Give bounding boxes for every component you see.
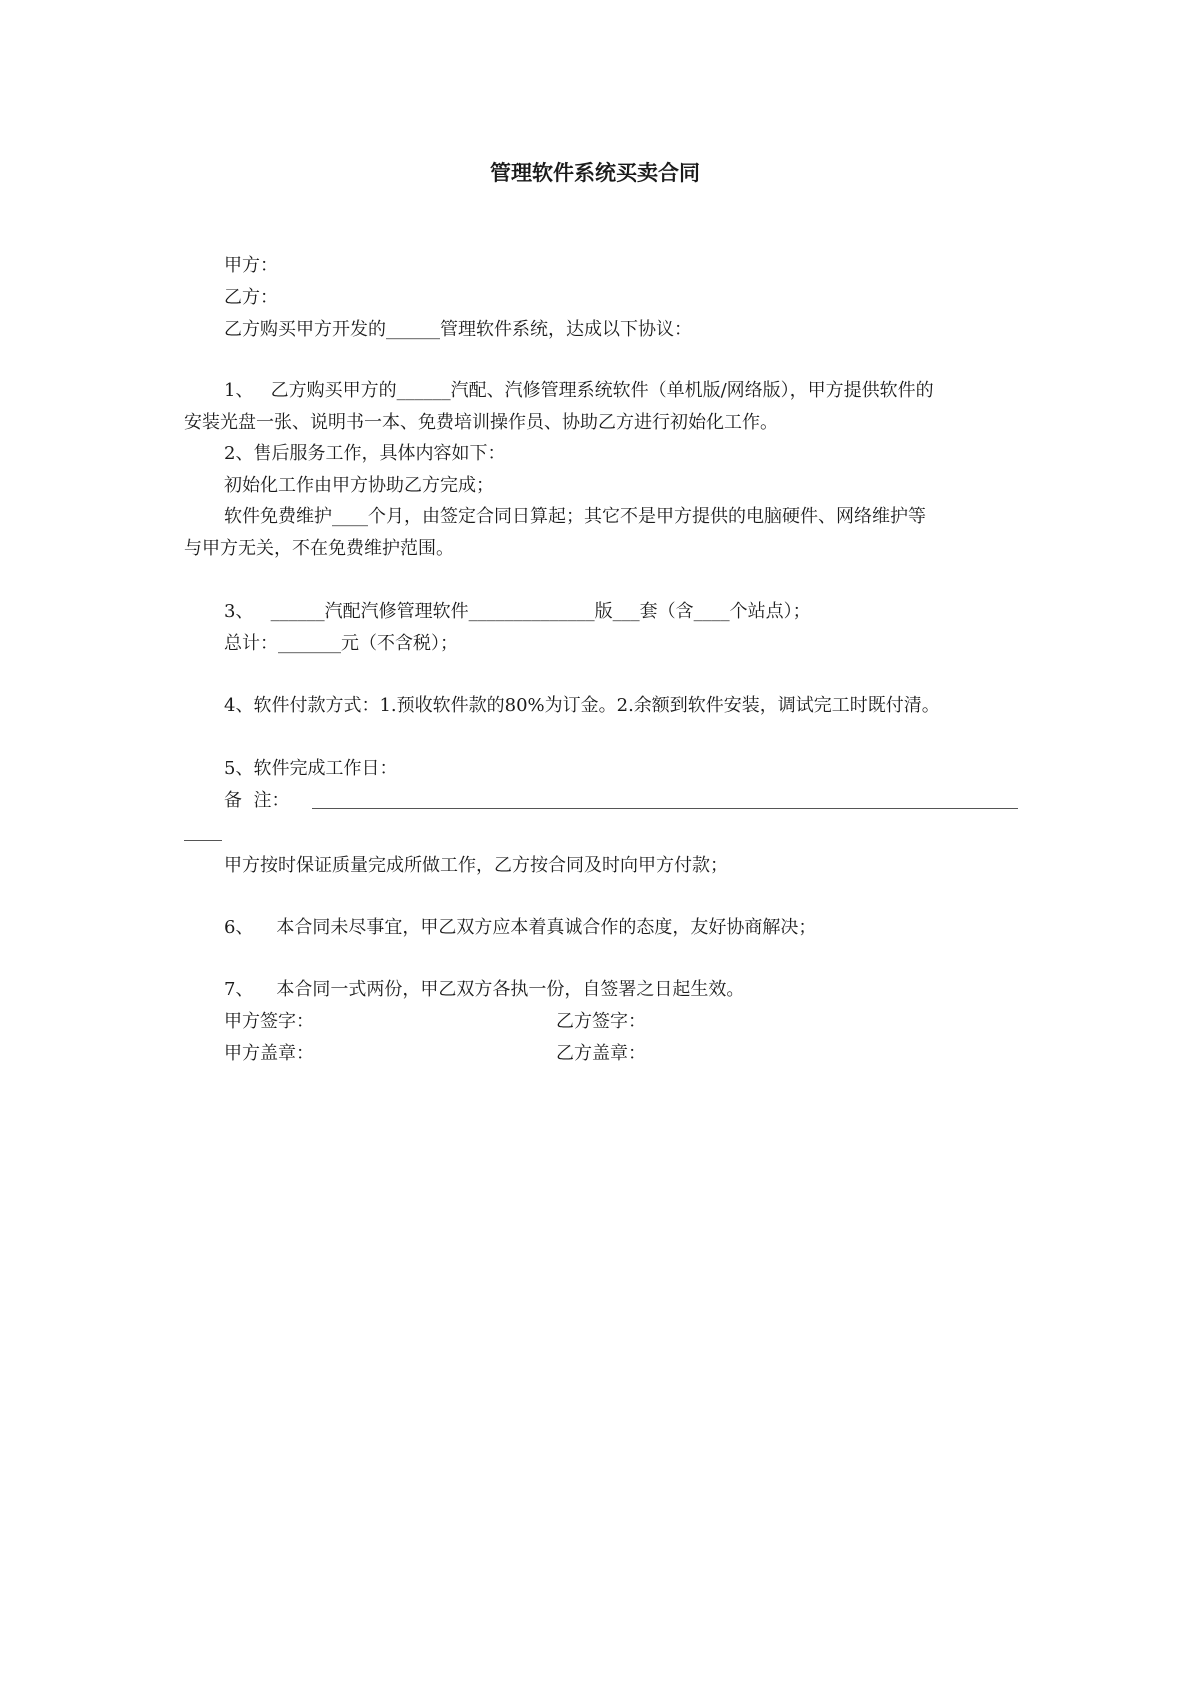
clause-2-initialization: 初始化工作由甲方协助乙方完成； [224,475,494,496]
clause-1-line-2: 安装光盘一张、说明书一本、免费培训操作员、协助乙方进行初始化工作。 [184,412,778,433]
party-a-label: 甲方： [224,255,278,276]
party-b-label: 乙方： [224,287,278,308]
clause-6: 6、 本合同未尽事宜，甲乙双方应本着真诚合作的态度，友好协商解决； [224,917,817,938]
party-b-seal-label: 乙方盖章： [556,1043,646,1064]
document-title: 管理软件系统买卖合同 [490,161,700,185]
clause-4-payment: 4、软件付款方式：1.预收软件款的80%为订金。2.余额到软件安装，调试完工时既付清。 [224,695,940,716]
clause-3-line-1: 3、 ______汽配汽修管理软件______________版___套（含____个站点）； [224,601,811,622]
clause-2-maintenance-line-2: 与甲方无关，不在免费维护范围。 [184,538,454,559]
intro-paragraph: 乙方购买甲方开发的______管理软件系统，达成以下协议： [224,319,692,340]
clause-5-title: 5、软件完成工作日： [224,758,398,779]
clause-3-total: 总计：_______元（不含税）； [224,633,458,654]
clause-7: 7、 本合同一式两份，甲乙双方各执一份，自签署之日起生效。 [224,979,745,1000]
party-a-seal-label: 甲方盖章： [224,1043,314,1064]
commitment-paragraph: 甲方按时保证质量完成所做工作，乙方按合同及时向甲方付款； [224,855,728,876]
clause-2-maintenance-line-1: 软件免费维护____个月，由签定合同日算起；其它不是甲方提供的电脑硬件、网络维护等 [224,506,926,527]
party-a-signature-label: 甲方签字： [224,1011,314,1032]
remark-underline [312,808,1018,809]
remark-label: 备 注： [224,790,290,811]
party-b-signature-label: 乙方签字： [556,1011,646,1032]
clause-2-title: 2、售后服务工作，具体内容如下： [224,443,506,464]
clause-1-line-1: 1、 乙方购买甲方的______汽配、汽修管理系统软件（单机版/网络版），甲方提供软件的 [224,380,934,401]
remark-underline-continued [184,840,222,841]
